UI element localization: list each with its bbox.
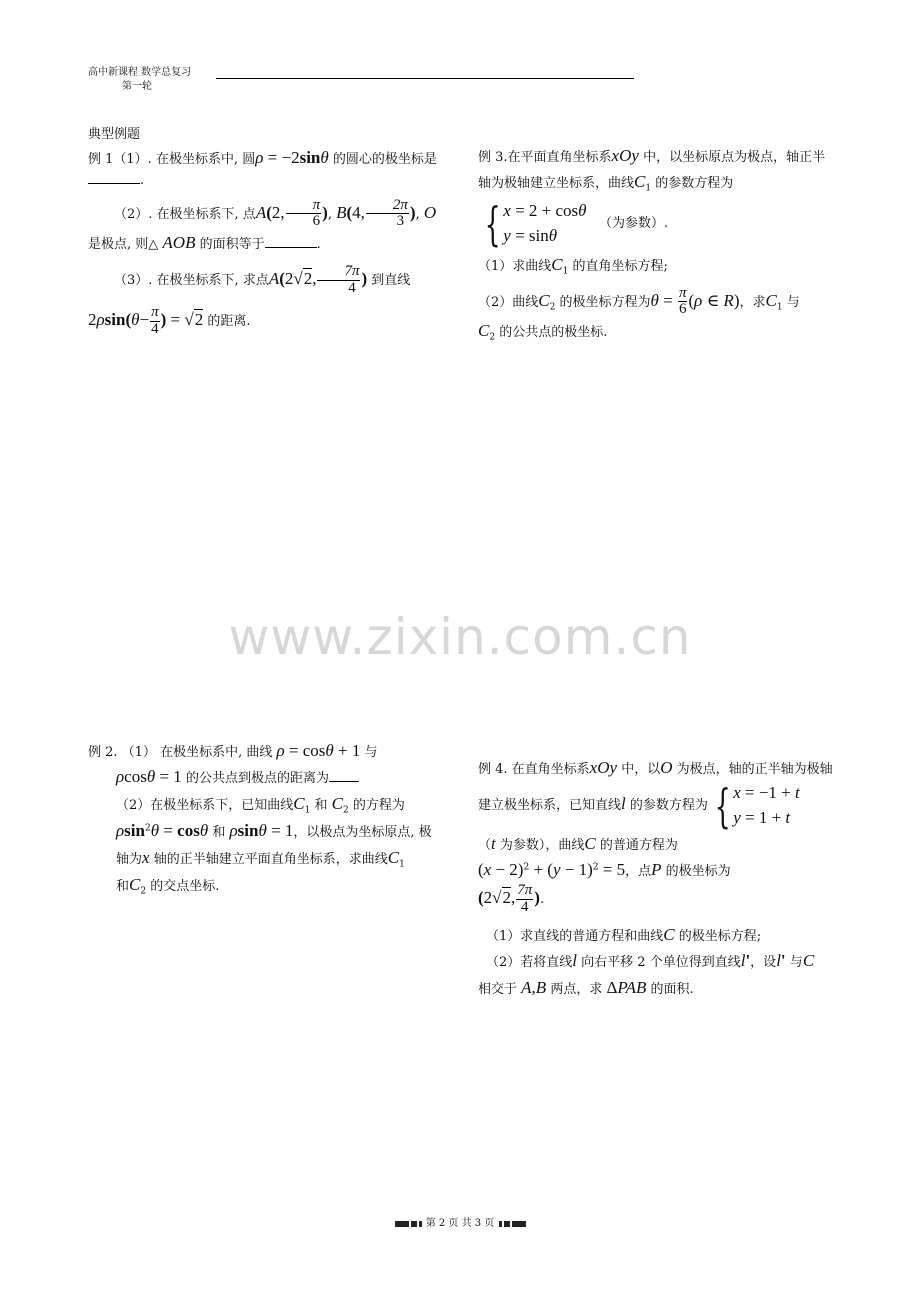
- header-line1: 高中新课程 数学总复习: [88, 67, 192, 78]
- header-line2: 第一轮: [122, 81, 152, 92]
- ex3-q1: （1）求曲线$C_1$ 的直角坐标方程;: [478, 255, 668, 277]
- example-1: [88, 125, 448, 337]
- ex1-part2: （2）. 在极坐标系下, 点A(2, $\frac{\pi}{6}$ ), B(4, $\frac{2\pi}{3}$ ), O 是极点, 则△ AOB 的面积等于 .: [88, 196, 437, 253]
- ex4-q1: （1）求直线的普通方程和曲线C 的极坐标方程;: [486, 924, 762, 944]
- ex4-intro: 例 4. 在直角坐标系xOy 中，以O 为极点，轴的正半轴为极轴建立极坐标系，已知直线l 的参数方程为 { x = −1 + t y = 1 + t: [478, 758, 833, 833]
- ex3-q2: （2）曲线$C_2$ 的极坐标方程为θ = $\frac{\pi}{6}$ (ρ ∈ R)，求$C_1$ 与 $C_2$ 的公共点的极坐标.: [478, 284, 800, 343]
- ex1-part1: 例 1（1）. 在极坐标系中, 圆ρ = −2sinθ 的圆心的极坐标是.: [88, 148, 437, 189]
- page-footer: [0, 1214, 920, 1229]
- ex1-line-eq: 2ρsin(θ− $\frac{\pi}{4}$ ) = √2 的距离.: [88, 303, 251, 337]
- ex4-curve: （t 为参数），曲线C 的普通方程为 $(x - 2)^2 + (y - 1)^2 = 5$，点P 的极坐标为 (2√2, $\frac{7\pi}{4}$ ).: [478, 833, 731, 916]
- watermark: www.zixin.com.cn: [228, 608, 692, 666]
- example-4: [478, 755, 838, 1001]
- ex2-part2: （2）在极坐标系下，已知曲线$C_1$ 和 $C_2$ 的方程为 ρsin$^2$θ = cosθ 和 ρsinθ = 1，以极点为坐标原点, 极轴为x 轴的正半轴建立平面直角坐标系，求曲线$C_1$ 和$C_2$ 的交点坐标.: [116, 793, 432, 897]
- ex3-param-system: { x = 2 + cosθ y = sinθ （为参数）.: [484, 196, 669, 251]
- page-number: 第 2 页 共 3 页: [425, 1218, 495, 1229]
- ex1-part3: （3）. 在极坐标系下, 求点A(2√2, $\frac{7\pi}{4}$ ) 到直线: [114, 263, 411, 297]
- ex2-part1: 例 2. （1） 在极坐标系中, 曲线 ρ = cosθ + 1 与: [88, 741, 378, 760]
- ex3-intro: 例 3.在平面直角坐标系xOy 中，以坐标原点为极点，轴正半轴为极轴建立坐标系，曲线$C_1$ 的参数方程为: [478, 146, 826, 194]
- header: [88, 66, 191, 94]
- footer-bar: [395, 1221, 409, 1227]
- example-3: [478, 143, 833, 346]
- section-title: 典型例题: [88, 127, 141, 142]
- ex4-q2: （2）若将直线l 向右平移 2 个单位得到直线l'，设l' 与C: [486, 951, 815, 971]
- example-2: [88, 738, 444, 900]
- ex2-part1b: ρcosθ = 1 的公共点到极点的距离为: [88, 764, 444, 790]
- header-rule: [216, 78, 634, 79]
- ex4-q2b: 相交于 A,B 两点，求 ΔPAB 的面积.: [478, 977, 694, 997]
